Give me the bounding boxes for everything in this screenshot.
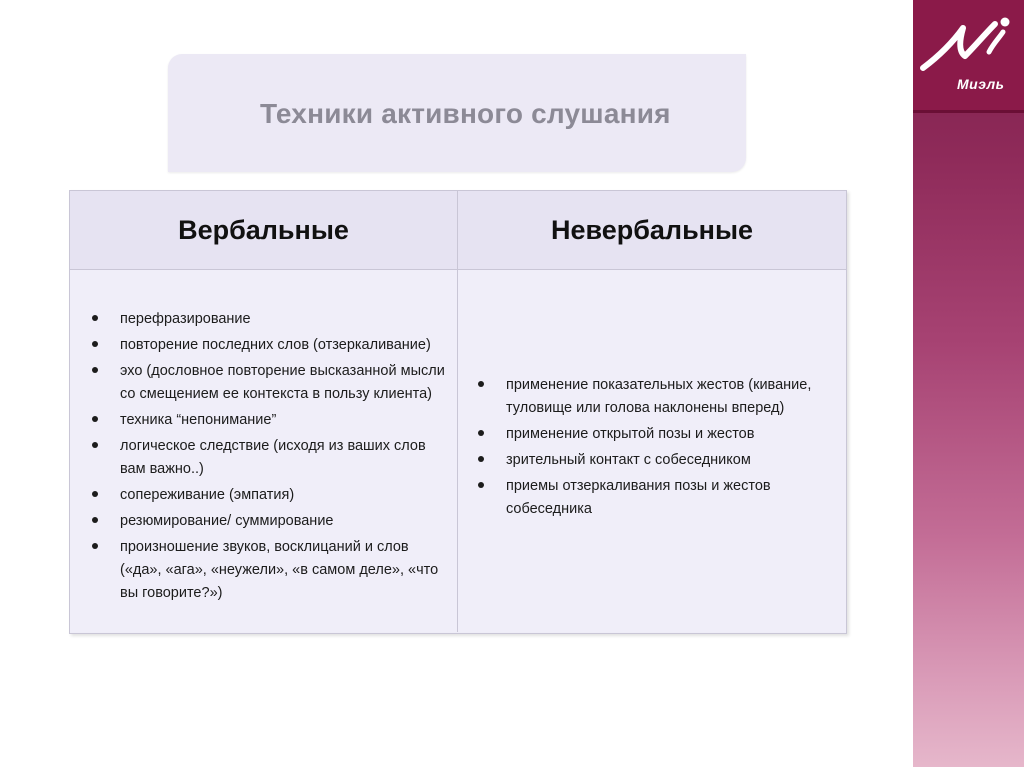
logo <box>913 0 1024 113</box>
verbal-list <box>92 308 452 605</box>
logo-text: Миэль <box>957 76 1005 92</box>
bullet-icon <box>478 381 484 387</box>
list-item: сопереживание (эмпатия) <box>92 484 452 507</box>
bullet-icon <box>478 482 484 488</box>
cell-verbal <box>70 270 458 632</box>
bullet-icon <box>92 416 98 422</box>
list-item: перефразирование <box>92 308 452 331</box>
bullet-icon <box>92 442 98 448</box>
list-item: применение открытой позы и жестов <box>478 423 838 446</box>
list-item: зрительный контакт с собеседником <box>478 449 838 472</box>
bullet-icon <box>92 315 98 321</box>
bullet-icon <box>478 430 484 436</box>
bullet-icon <box>92 491 98 497</box>
brand-sidebar <box>913 0 1024 767</box>
list-item: применение показательных жестов (кивание, туловище или голова наклонены вперед) <box>478 374 838 420</box>
nonverbal-list <box>478 374 838 521</box>
bullet-icon <box>478 456 484 462</box>
list-item: повторение последних слов (отзеркаливание) <box>92 334 452 357</box>
list-item: приемы отзеркаливания позы и жестов собеседника <box>478 475 838 521</box>
header-verbal: Вербальные <box>70 191 458 270</box>
bullet-icon <box>92 367 98 373</box>
list-item: эхо (дословное повторение высказанной мысли со смещением ее контекста в пользу клиента) <box>92 360 452 406</box>
techniques-table <box>69 190 847 634</box>
bullet-icon <box>92 341 98 347</box>
slide-title: Техники активного слушания <box>260 98 671 129</box>
title-box <box>168 54 746 172</box>
cell-nonverbal <box>458 270 846 632</box>
list-item: резюмирование/ суммирование <box>92 510 452 533</box>
list-item: произношение звуков, восклицаний и слов («да», «ага», «неужели», «в самом деле», «что вы говорите?») <box>92 536 452 605</box>
list-item: техника “непонимание” <box>92 409 452 432</box>
bullet-icon <box>92 517 98 523</box>
miel-logo-icon <box>919 12 1017 82</box>
list-item: логическое следствие (исходя из ваших слов вам важно..) <box>92 435 452 481</box>
header-nonverbal: Невербальные <box>458 191 846 270</box>
bullet-icon <box>92 543 98 549</box>
